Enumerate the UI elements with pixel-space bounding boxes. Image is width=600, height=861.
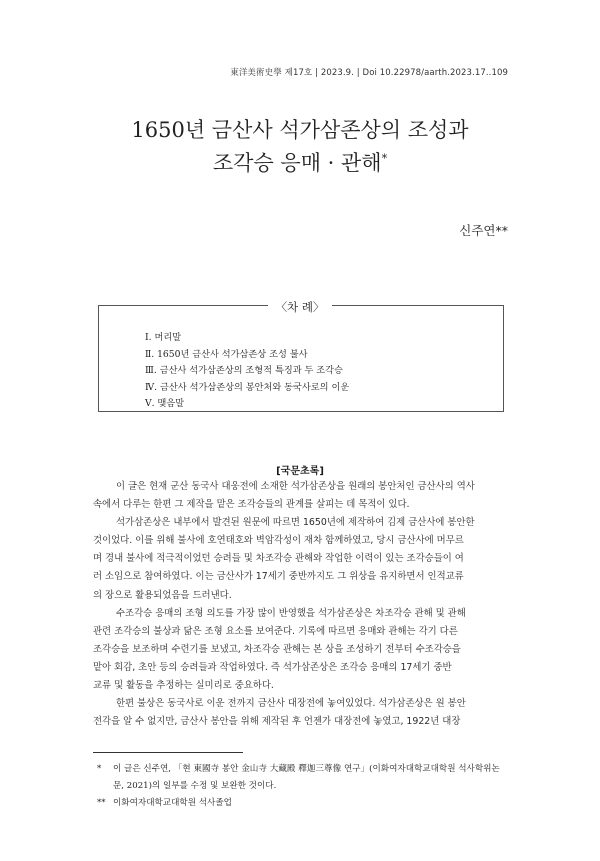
author-footnote-marker: ** bbox=[495, 223, 508, 238]
abstract-line: 조각승을 보조하며 수련기를 보냈고, 차조각승 관해는 본 상을 조성하기 전부터 수조각승을 bbox=[93, 643, 461, 655]
footnote-divider bbox=[93, 752, 243, 753]
toc-item: Ⅲ. 금산사 석가삼존상의 조형적 특징과 두 조각승 bbox=[145, 365, 343, 377]
abstract-line: 러 소임으로 참여하였다. 이는 금산사가 17세기 중반까지도 그 위상을 유지하면서 인적교류 bbox=[93, 571, 464, 583]
footnotes bbox=[93, 761, 513, 812]
abstract-line: 한편 불상은 동국사로 이운 전까지 금산사 대장전에 놓여있었다. 석가삼존상은 원 봉안 bbox=[116, 698, 466, 710]
footnote-title bbox=[93, 761, 513, 795]
paper-title-line-1: 1650년 금산사 석가삼존상의 조성과 bbox=[131, 118, 469, 142]
abstract-line: 맡아 회감, 초안 등의 승려들과 작업하였다. 즉 석가삼존상은 조각승 응매의 17세기 중반 bbox=[93, 661, 452, 673]
abstract-line: 의 장으로 활용되었음을 드러낸다. bbox=[93, 589, 232, 601]
abstract-line: 속에서 다루는 한편 그 제작을 맡은 조각승들의 관계를 살피는 데 목적이 있다. bbox=[93, 499, 410, 511]
footnote-line: 문, 2021)의 일부를 수정 및 보완한 것이다. bbox=[113, 781, 277, 791]
footnote-mark: ** bbox=[97, 798, 106, 808]
toc-item: Ⅴ. 맺음말 bbox=[145, 398, 185, 410]
abstract-body bbox=[93, 478, 508, 731]
table-of-contents-label: 〈차 례〉 bbox=[0, 296, 600, 315]
abstract-line: 수조각승 응매의 조형 의도를 가장 많이 반영했을 석가삼존상은 차조각승 관해 및 관해 bbox=[116, 607, 466, 619]
toc-item: Ⅳ. 금산사 석가삼존상의 봉안처와 동국사로의 이운 bbox=[145, 381, 350, 393]
abstract-heading: [국문초록] bbox=[276, 466, 324, 477]
abstract-line: 이 글은 현재 군산 동국사 대웅전에 소재한 석가삼존상을 원래의 봉안처인 금산사의 역사 bbox=[116, 481, 475, 492]
running-head: 東洋美術史學 제17호 | 2023.9. | Doi 10.22978/aarth.2023.17..109 bbox=[230, 68, 508, 78]
abstract-line: 며 경내 불사에 적극적이었던 승려들 및 차조각승 관해와 작업한 이력이 있는 조각승들이 여 bbox=[93, 553, 464, 565]
title-footnote-marker: * bbox=[381, 152, 388, 165]
abstract-line: 전각을 알 수 없지만, 금산사 봉안을 위해 제작된 후 언젠가 대장전에 놓였고, 1922년 대장 bbox=[93, 716, 461, 728]
abstract-line: 석가삼존상은 내부에서 발견된 원문에 따르면 1650년에 제작하여 김제 금산사에 봉안한 bbox=[116, 517, 475, 529]
abstract-line: 것이었다. 이를 위해 불사에 호연태호와 벽암각성이 재차 함께하였고, 당시 금산사에 머무르 bbox=[93, 535, 464, 547]
toc-item: Ⅱ. 1650년 금산사 석가삼존상 조성 불사 bbox=[145, 348, 308, 360]
table-of-contents-list bbox=[145, 330, 349, 413]
toc-item: Ⅰ. 머리말 bbox=[145, 332, 182, 343]
footnote-line: 이화여자대학교대학원 석사졸업 bbox=[113, 798, 232, 808]
footnote-author bbox=[93, 795, 513, 812]
abstract-line: 교류 및 활동을 추정하는 실미리로 중요하다. bbox=[93, 680, 274, 692]
footnote-line: 이 글은 신주연, 「현 東國寺 봉안 金山寺 大藏殿 釋迦三尊像 연구」(이화여자대학교대학원 석사학위논 bbox=[113, 764, 500, 774]
paper-title-line-2: 조각승 응매 · 관해* bbox=[212, 151, 388, 175]
footnote-mark: * bbox=[97, 764, 102, 774]
author-name: 신주연** bbox=[459, 223, 508, 238]
abstract-line: 관련 조각승의 불상과 닮은 조형 요소를 보여준다. 기록에 따르면 응매와 관해는 각기 다른 bbox=[93, 625, 458, 637]
